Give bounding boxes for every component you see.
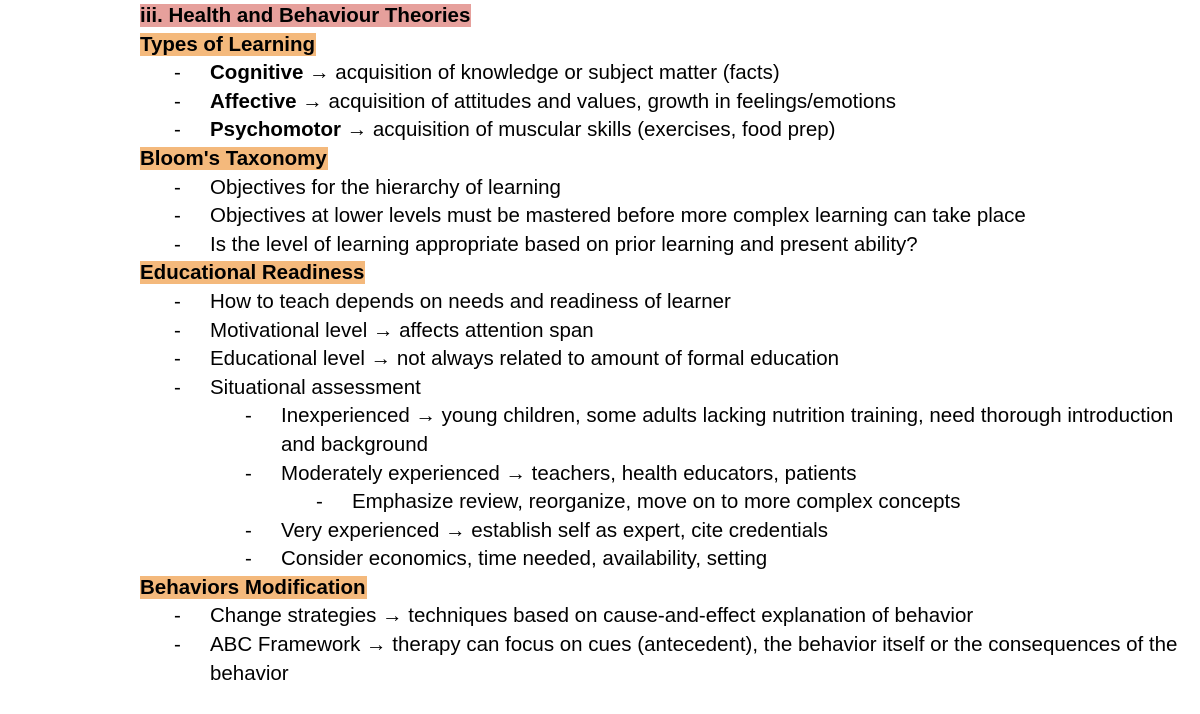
list-item-text: Educational level → not always related to amount of formal education <box>210 347 840 371</box>
list-item <box>140 317 1190 346</box>
definition: → acquisition of knowledge or subject matter (facts) <box>303 61 780 85</box>
bullet-dash: - <box>174 204 181 228</box>
section-heading <box>140 574 1190 603</box>
section-heading <box>140 259 1190 288</box>
bullet-dash: - <box>174 289 181 313</box>
list-item <box>140 88 1190 117</box>
list-item-text: Moderately experienced → teachers, health educators, patients <box>281 461 857 485</box>
list-item-text: Situational assessment <box>210 375 421 399</box>
list-item-text: Motivational level → affects attention span <box>210 318 594 342</box>
bullet-dash: - <box>174 375 181 399</box>
section-heading <box>140 145 1190 174</box>
list-item <box>140 174 1190 203</box>
list-item <box>140 374 1190 403</box>
document-body <box>140 2 1190 688</box>
list-item <box>140 288 1190 317</box>
definition: → acquisition of muscular skills (exercises, food prep) <box>341 118 836 142</box>
list-item-text: Change strategies → techniques based on cause-and-effect explanation of behavior <box>210 604 974 628</box>
term: Cognitive <box>210 61 304 85</box>
list-item <box>140 59 1190 88</box>
sub-list-item <box>140 460 1190 489</box>
bullet-dash: - <box>245 518 252 542</box>
list-item <box>140 602 1190 631</box>
list-item <box>140 631 1190 688</box>
list-item-text: Objectives at lower levels must be mastered before more complex learning can take place <box>210 204 1026 228</box>
sub-list-item <box>140 545 1190 574</box>
list-item-text: Inexperienced → young children, some adults lacking nutrition training, need thorough introduction and background <box>281 404 1174 456</box>
bullet-dash: - <box>174 61 181 85</box>
section-heading-text: Types of Learning <box>140 32 316 56</box>
bullet-dash: - <box>174 604 181 628</box>
list-item <box>140 202 1190 231</box>
bullet-dash: - <box>174 175 181 199</box>
section-heading-text: Behaviors Modification <box>140 575 366 599</box>
bullet-dash: - <box>245 461 252 485</box>
bullet-dash: - <box>174 232 181 256</box>
sub-list-item <box>140 402 1190 459</box>
bullet-dash: - <box>174 347 181 371</box>
document-title <box>140 2 1190 31</box>
bullet-dash: - <box>174 633 181 657</box>
list-item-text: Emphasize review, reorganize, move on to more complex concepts <box>352 490 961 514</box>
section-heading <box>140 31 1190 60</box>
bullet-dash: - <box>316 490 323 514</box>
list-item-text: Objectives for the hierarchy of learning <box>210 175 561 199</box>
list-item-text: ABC Framework → therapy can focus on cues (antecedent), the behavior itself or the consequences of the behavior <box>210 633 1178 685</box>
bullet-dash: - <box>245 404 252 428</box>
section-heading-text: Educational Readiness <box>140 261 365 285</box>
term: Psychomotor <box>210 118 341 142</box>
bullet-dash: - <box>245 547 252 571</box>
list-item-text: How to teach depends on needs and readiness of learner <box>210 289 731 313</box>
term: Affective <box>210 89 297 113</box>
bullet-dash: - <box>174 89 181 113</box>
list-item <box>140 231 1190 260</box>
bullet-dash: - <box>174 318 181 342</box>
definition: → acquisition of attitudes and values, growth in feelings/emotions <box>296 89 896 113</box>
list-item <box>140 345 1190 374</box>
bullet-dash: - <box>174 118 181 142</box>
list-item-text: Consider economics, time needed, availability, setting <box>281 547 768 571</box>
list-item-text: Is the level of learning appropriate based on prior learning and present ability? <box>210 232 918 256</box>
title-text: iii. Health and Behaviour Theories <box>140 4 471 27</box>
sub-list-item <box>140 517 1190 546</box>
sub-sub-list-item <box>140 488 1190 517</box>
section-heading-text: Bloom's Taxonomy <box>140 146 327 170</box>
list-item <box>140 116 1190 145</box>
list-item-text: Very experienced → establish self as expert, cite credentials <box>281 518 828 542</box>
